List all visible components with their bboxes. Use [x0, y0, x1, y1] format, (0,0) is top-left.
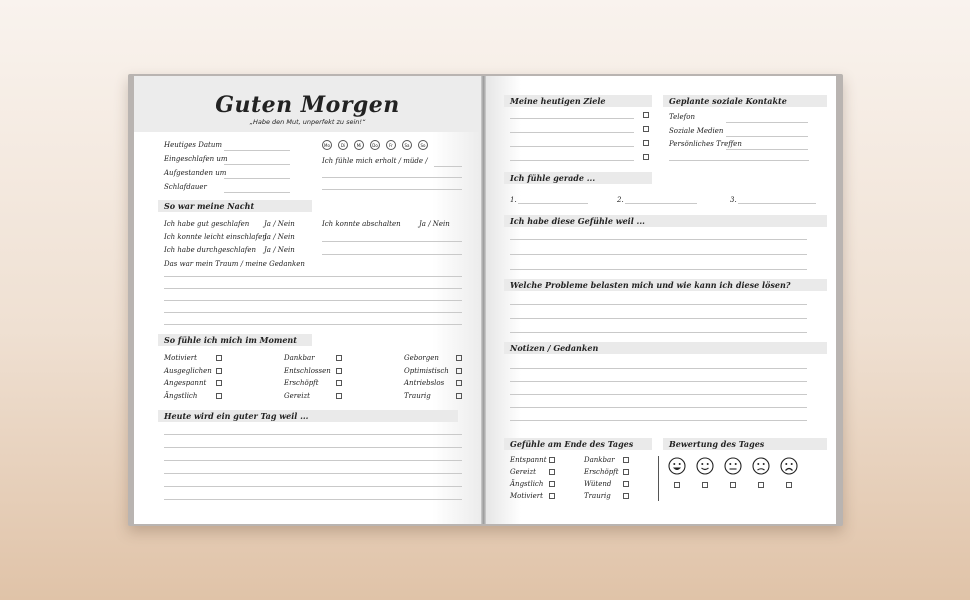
mood-checkbox[interactable]	[216, 368, 222, 374]
end-checkbox[interactable]	[623, 481, 629, 487]
switch-off-label: Ich konnte abschalten	[322, 220, 401, 228]
yes-no-choice[interactable]: Ja / Nein	[419, 220, 450, 228]
write-line[interactable]	[510, 381, 807, 382]
mood-label: Traurig	[404, 391, 431, 400]
weekday-sa[interactable]: Sa	[402, 140, 412, 150]
end-checkbox[interactable]	[623, 469, 629, 475]
feel-number: 3.	[730, 196, 737, 204]
weekday-so[interactable]: So	[418, 140, 428, 150]
social-header: Geplante soziale Kontakte	[663, 95, 827, 107]
field-label: Aufgestanden um	[164, 169, 227, 177]
mood-label: Ausgeglichen	[164, 366, 212, 375]
mood-label: Entschlossen	[284, 366, 331, 375]
mood-checkbox[interactable]	[216, 393, 222, 399]
field-line[interactable]	[224, 150, 290, 151]
rating-checkbox[interactable]	[786, 482, 792, 488]
write-line[interactable]	[164, 447, 462, 448]
write-line[interactable]	[164, 312, 462, 313]
feel-number: 1.	[510, 196, 517, 204]
write-line[interactable]	[510, 118, 634, 119]
end-checkbox[interactable]	[549, 481, 555, 487]
end-feeling-label: Entspannt	[510, 456, 547, 464]
field-line[interactable]	[224, 178, 290, 179]
write-line[interactable]	[510, 269, 807, 270]
end-feeling-label: Gereizt	[510, 468, 536, 476]
mood-label: Erschöpft	[284, 379, 319, 387]
end-header: Gefühle am Ende des Tages	[504, 438, 652, 450]
page-subtitle: „Habe den Mut, unperfekt zu sein!“	[249, 118, 366, 126]
weekday-mo[interactable]: Mo	[322, 140, 332, 150]
mood-checkbox[interactable]	[336, 393, 342, 399]
page-title: Guten Morgen	[215, 92, 400, 118]
write-line[interactable]	[510, 318, 807, 319]
problems-header: Welche Probleme belasten mich und wie kann ich diese lösen?	[504, 279, 827, 291]
end-feeling-label: Ängstlich	[510, 480, 544, 488]
write-line[interactable]	[510, 254, 807, 255]
dream-label: Das war mein Traum / meine Gedanken	[164, 260, 305, 268]
good-day-header: Heute wird ein guter Tag weil ...	[158, 410, 458, 422]
write-line[interactable]	[738, 203, 816, 204]
write-line[interactable]	[510, 332, 807, 333]
mood-label: Angespannt	[164, 379, 207, 387]
mood-checkbox[interactable]	[336, 355, 342, 361]
write-line[interactable]	[669, 160, 809, 161]
sad-face-icon[interactable]	[752, 457, 770, 475]
yes-no-choice[interactable]: Ja / Nein	[264, 246, 295, 254]
write-line[interactable]	[510, 368, 807, 369]
rating-divider	[658, 456, 659, 501]
write-line[interactable]	[322, 189, 462, 190]
write-line[interactable]	[510, 132, 634, 133]
mood-checkbox[interactable]	[216, 380, 222, 386]
write-line[interactable]	[510, 146, 634, 147]
write-line[interactable]	[164, 499, 462, 500]
night-row-label: Ich habe durchgeschlafen	[164, 246, 257, 254]
mood-checkbox[interactable]	[216, 355, 222, 361]
yes-no-choice[interactable]: Ja / Nein	[264, 220, 295, 228]
mood-label: Dankbar	[284, 354, 315, 362]
write-line[interactable]	[322, 254, 462, 255]
end-feeling-label: Wütend	[584, 480, 612, 488]
write-line[interactable]	[322, 241, 462, 242]
goal-checkbox[interactable]	[643, 140, 649, 146]
write-line[interactable]	[510, 407, 807, 408]
very-sad-face-icon[interactable]	[780, 457, 798, 475]
rating-checkbox[interactable]	[702, 482, 708, 488]
field-line[interactable]	[224, 192, 290, 193]
mood-checkbox[interactable]	[456, 393, 462, 399]
goals-header: Meine heutigen Ziele	[504, 95, 652, 107]
goal-checkbox[interactable]	[643, 154, 649, 160]
end-feeling-label: Traurig	[584, 492, 611, 500]
write-line[interactable]	[726, 136, 808, 137]
mood-checkbox[interactable]	[456, 380, 462, 386]
mood-checkbox[interactable]	[456, 355, 462, 361]
neutral-face-icon[interactable]	[724, 457, 742, 475]
end-checkbox[interactable]	[549, 469, 555, 475]
yes-no-choice[interactable]: Ja / Nein	[264, 233, 295, 241]
write-line[interactable]	[164, 276, 462, 277]
write-line[interactable]	[164, 460, 462, 461]
mood-label: Optimistisch	[404, 366, 449, 375]
night-row-label: Ich konnte leicht einschlafen	[164, 233, 267, 241]
end-checkbox[interactable]	[549, 493, 555, 499]
weekday-mi[interactable]: Mi	[354, 140, 364, 150]
mood-checkbox[interactable]	[456, 368, 462, 374]
rested-label: Ich fühle mich erholt / müde /	[322, 157, 428, 165]
write-line[interactable]	[510, 239, 807, 240]
weekday-di[interactable]: Di	[338, 140, 348, 150]
goal-checkbox[interactable]	[643, 126, 649, 132]
rating-header: Bewertung des Tages	[663, 438, 827, 450]
write-line[interactable]	[322, 177, 462, 178]
night-header: So war meine Nacht	[158, 200, 312, 212]
social-label: Persönliches Treffen	[669, 140, 742, 148]
goal-checkbox[interactable]	[643, 112, 649, 118]
end-checkbox[interactable]	[623, 457, 629, 463]
rating-checkbox[interactable]	[674, 482, 680, 488]
feel-now-header: Ich fühle gerade ...	[504, 172, 652, 184]
rested-line[interactable]	[434, 166, 462, 167]
mood-label: Geborgen	[404, 354, 439, 362]
write-line[interactable]	[164, 473, 462, 474]
mood-label: Motiviert	[164, 354, 197, 362]
social-label: Soziale Medien	[669, 126, 724, 135]
rating-checkbox[interactable]	[758, 482, 764, 488]
write-line[interactable]	[726, 122, 808, 123]
because-header: Ich habe diese Gefühle weil ...	[504, 215, 827, 227]
write-line[interactable]	[510, 304, 807, 305]
field-line[interactable]	[224, 164, 290, 165]
field-label: Schlafdauer	[164, 183, 207, 191]
write-line[interactable]	[164, 434, 462, 435]
mood-label: Gereizt	[284, 391, 310, 400]
end-checkbox[interactable]	[549, 457, 555, 463]
weekday-do[interactable]: Do	[370, 140, 380, 150]
mood-checkbox[interactable]	[336, 368, 342, 374]
write-line[interactable]	[164, 486, 462, 487]
mood-header: So fühle ich mich im Moment	[158, 334, 312, 346]
mood-label: Antriebslos	[404, 379, 445, 387]
field-label: Eingeschlafen um	[164, 155, 228, 163]
end-checkbox[interactable]	[623, 493, 629, 499]
rating-checkbox[interactable]	[730, 482, 736, 488]
write-line[interactable]	[510, 160, 634, 161]
feel-number: 2.	[617, 196, 624, 204]
write-line[interactable]	[510, 394, 807, 395]
write-line[interactable]	[164, 324, 462, 325]
end-feeling-label: Dankbar	[584, 456, 615, 464]
write-line[interactable]	[164, 288, 462, 289]
end-feeling-label: Motiviert	[510, 492, 543, 500]
social-label: Telefon	[669, 113, 695, 121]
write-line[interactable]	[625, 203, 697, 204]
right-page	[486, 76, 836, 524]
mood-checkbox[interactable]	[336, 380, 342, 386]
field-label: Heutiges Datum	[164, 141, 222, 149]
night-row-label: Ich habe gut geschlafen	[164, 220, 250, 228]
end-feeling-label: Erschöpft	[584, 468, 619, 476]
very-happy-face-icon[interactable]	[668, 457, 686, 475]
write-line[interactable]	[164, 300, 462, 301]
write-line[interactable]	[726, 149, 808, 150]
weekday-fr[interactable]: Fr	[386, 140, 396, 150]
left-page	[134, 76, 481, 524]
mood-label: Ängstlich	[164, 391, 198, 400]
write-line[interactable]	[510, 420, 807, 421]
write-line[interactable]	[518, 203, 588, 204]
happy-face-icon[interactable]	[696, 457, 714, 475]
notes-header: Notizen / Gedanken	[504, 342, 827, 354]
